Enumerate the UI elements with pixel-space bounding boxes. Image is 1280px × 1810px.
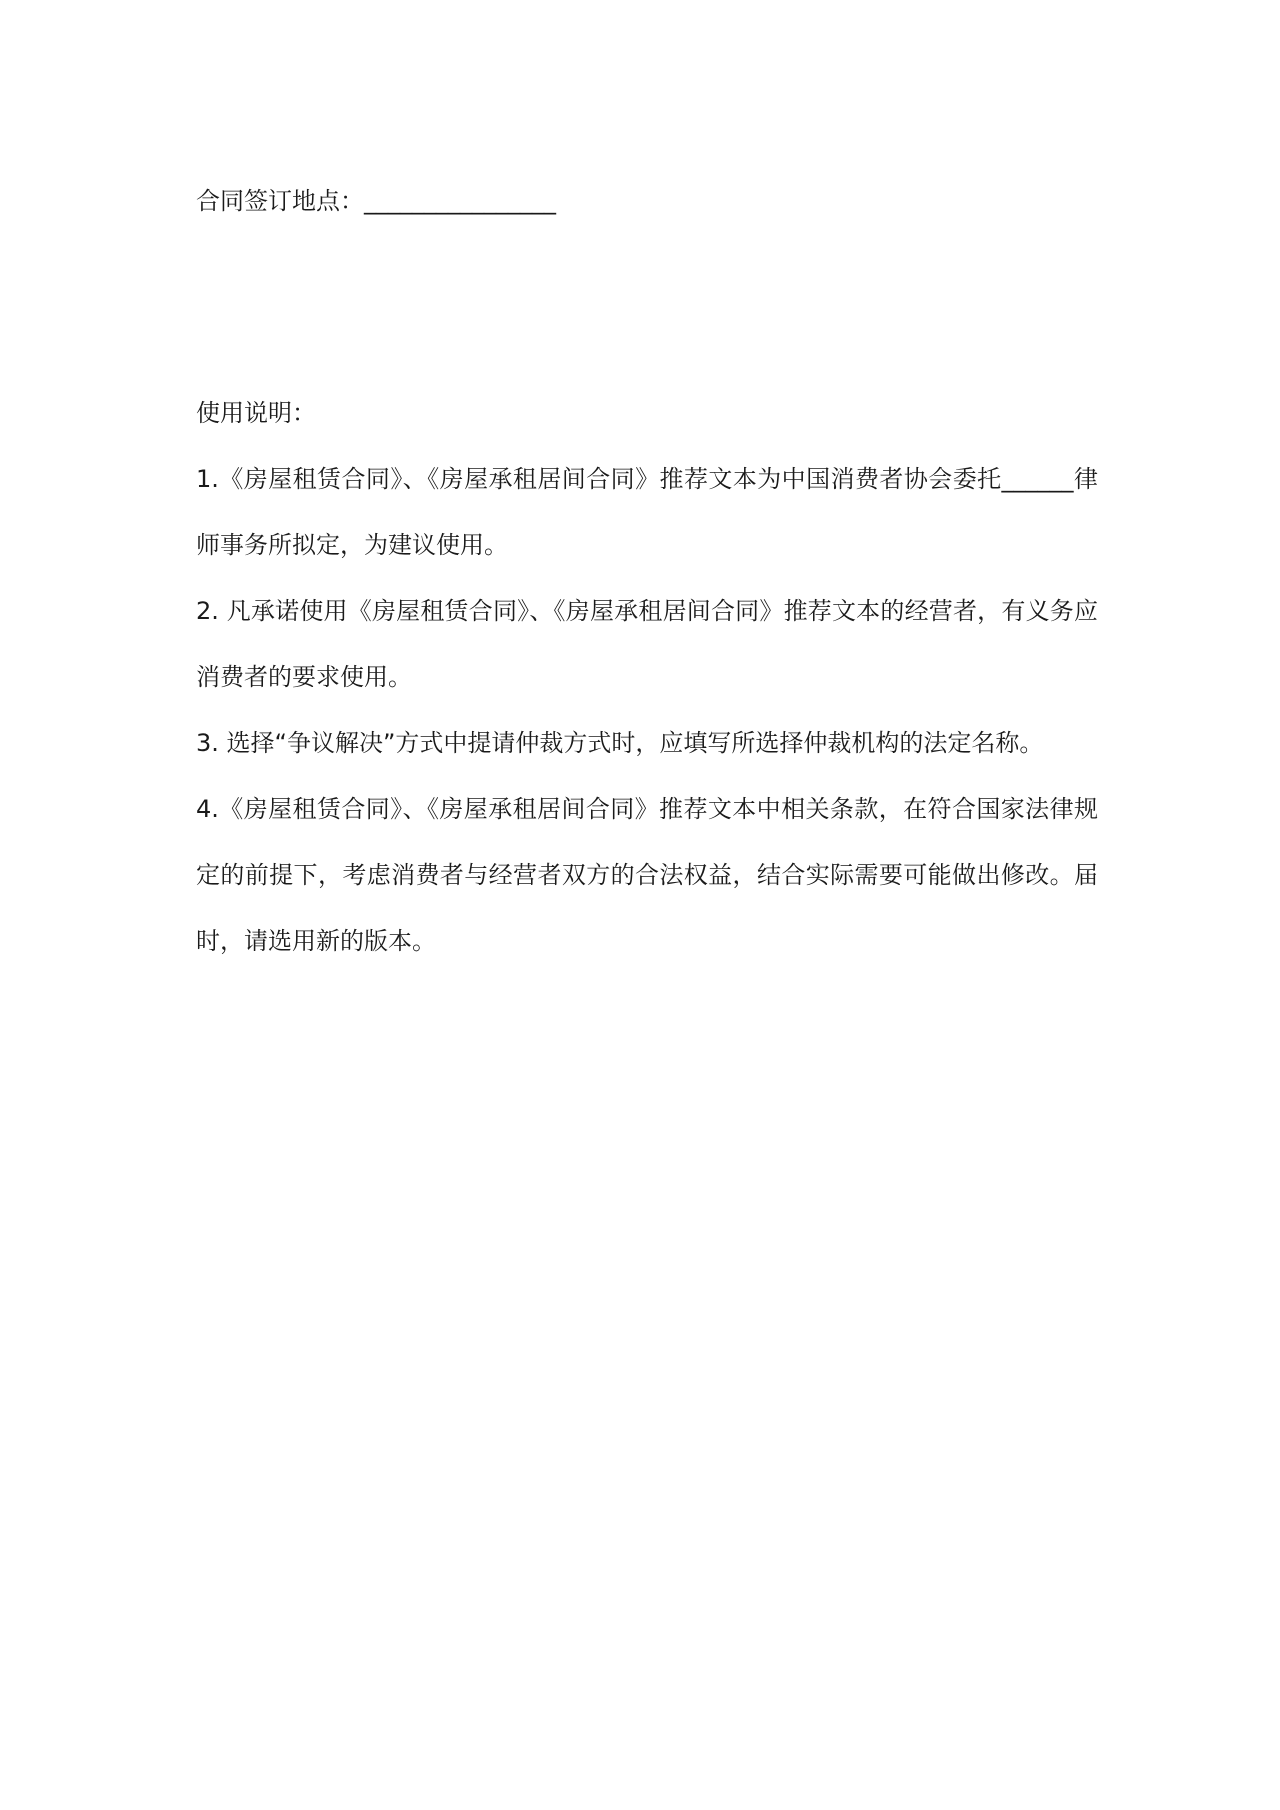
instructions-heading: 使用说明： (196, 399, 316, 427)
instruction-item-1: 1.《房屋租赁合同》、《房屋承租居间合同》推荐文本为中国消费者协会委托______律师事务所拟定，为建议使用。 (196, 465, 1098, 559)
signing-place-line (196, 168, 1098, 234)
instruction-item-4: 4.《房屋租赁合同》、《房屋承租居间合同》推荐文本中相关条款，在符合国家法律规定的前提下，考虑消费者与经营者双方的合法权益，结合实际需要可能做出修改。届时，请选用新的版本。 (196, 795, 1098, 955)
instruction-item-2: 2. 凡承诺使用《房屋租赁合同》、《房屋承租居间合同》推荐文本的经营者，有义务应消费者的要求使用。 (196, 597, 1098, 691)
instruction-item-3: 3. 选择“争议解决”方式中提请仲裁方式时，应填写所选择仲裁机构的法定名称。 (196, 729, 1044, 757)
signing-place-blank: ________________ (364, 187, 556, 215)
instructions-list (196, 446, 1098, 974)
document-body (196, 168, 1098, 974)
signing-place-label: 合同签订地点： (196, 187, 364, 215)
